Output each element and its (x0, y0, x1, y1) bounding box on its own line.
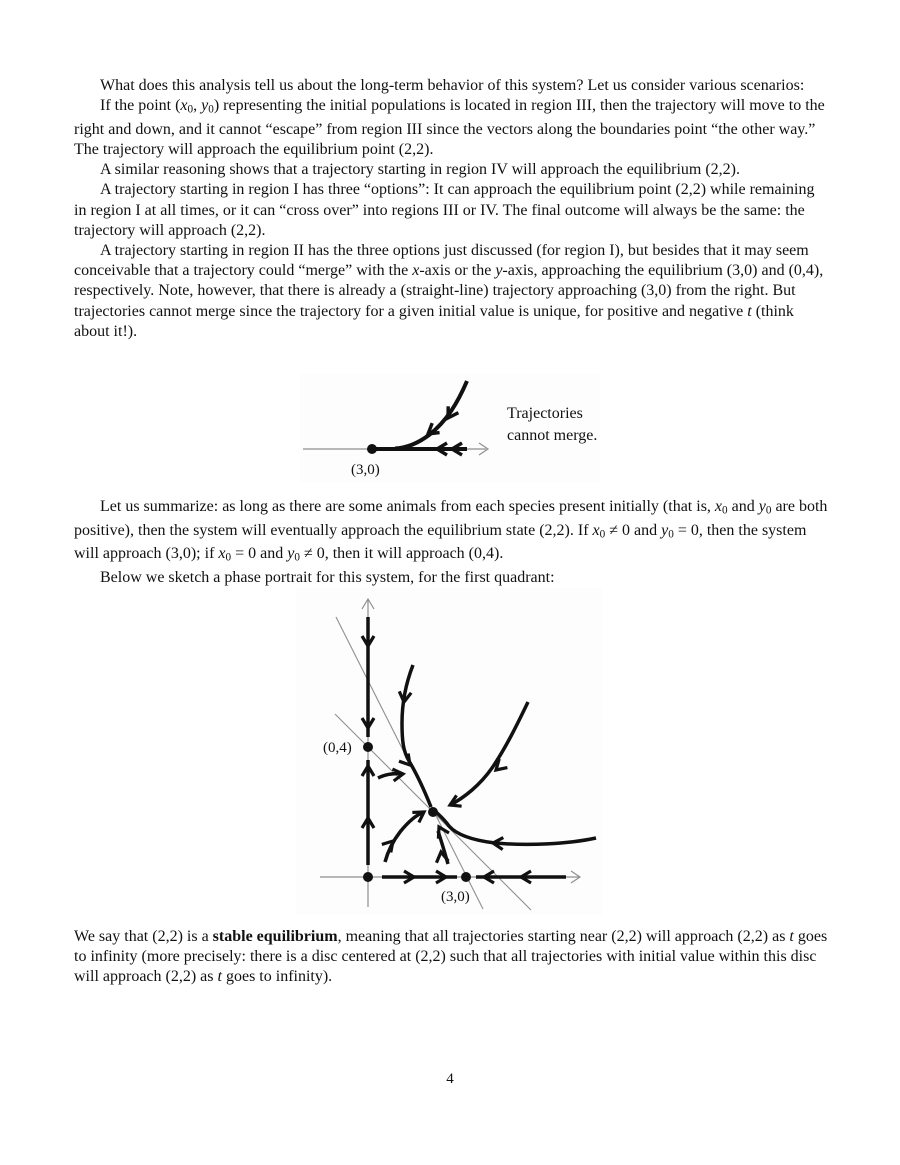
dot-2-2 (428, 807, 438, 817)
page-number: 4 (446, 1071, 454, 1087)
paragraph: A trajectory starting in region I has three “options”: It can approach the equilibrium point (2,2) while remaining in region I at all times, or it can “cross over” into regions III or IV. The final outcome will always be the same: the trajectory will approach (2,2). (74, 181, 815, 239)
text-block-upper (74, 76, 830, 342)
text-block-lower (74, 927, 830, 988)
fig2-trajectories (368, 617, 596, 877)
paragraph: We say that (2,2) is a stable equilibrium, meaning that all trajectories starting near (2,2) will approach (2,2) as t goes to infinity (more precisely: there is a disc centered at (2,2) such that all trajectories with initial value within this disc will approach (2,2) as t goes to infinity). (74, 928, 828, 986)
paragraph: If the point ($x_0$, $y_0$) representing the initial populations is located in region III, then the trajectory will move to the right and down, and it cannot “escape” from region III since the vectors along the boundaries point “the other way.” The trajectory will approach the equilibrium point (2,2). (74, 97, 825, 159)
figure-phase-portrait (296, 588, 602, 915)
fig2-axes (320, 599, 580, 907)
paragraph: What does this analysis tell us about the long-term behavior of this system? Let us consider various scenarios: (100, 77, 805, 94)
figure1-caption-line2: cannot merge. (507, 427, 598, 444)
dot-3-0 (461, 872, 471, 882)
text-block-middle (74, 497, 830, 588)
dot-0-4 (363, 742, 373, 752)
fig2-arrowheads (362, 636, 531, 883)
point-label-3-0: (3,0) (441, 889, 470, 905)
trajectory-lower-left (385, 812, 424, 862)
trajectory-lower-right (435, 811, 596, 844)
figure-trajectories-cannot-merge (300, 374, 600, 482)
trajectory-upper-right (450, 702, 528, 805)
paragraph: Below we sketch a phase portrait for this system, for the first quadrant: (100, 568, 555, 586)
paragraph: A similar reasoning shows that a trajectory starting in region IV will approach the equilibrium (2,2). (100, 161, 740, 179)
point-label-3-0: (3,0) (351, 462, 380, 478)
paragraph: A trajectory starting in region II has the three options just discussed (for region I), but besides that it may seem conceivable that a trajectory could “merge” with the x-axis or the y-axis, approaching the equilibrium (3,0) and (0,4), respectively. Note, however, that there is already a (straight-line) trajectory approaching (3,0) from the right. But trajectories cannot merge since the trajectory for a given initial value is unique, for positive and negative t (think about it!). (74, 242, 824, 340)
figure1-caption-line1: Trajectories (507, 405, 583, 422)
point-label-0-4: (0,4) (323, 740, 352, 756)
fig2-nullclines (335, 617, 531, 910)
paragraph: Let us summarize: as long as there are some animals from each species present initially (that is, $x_0$ and $y_0$ are both positive), then the system will eventually approach the equilibrium state (2,2). If $x_0 \ne 0$ and $y_0 = 0$, then the system will approach (3,0); if $x_0 = 0$ and $y_0 \ne 0$, then it will approach (0,4). (74, 498, 828, 564)
dot-origin (363, 872, 373, 882)
equilibrium-dot-3-0 (367, 444, 377, 454)
